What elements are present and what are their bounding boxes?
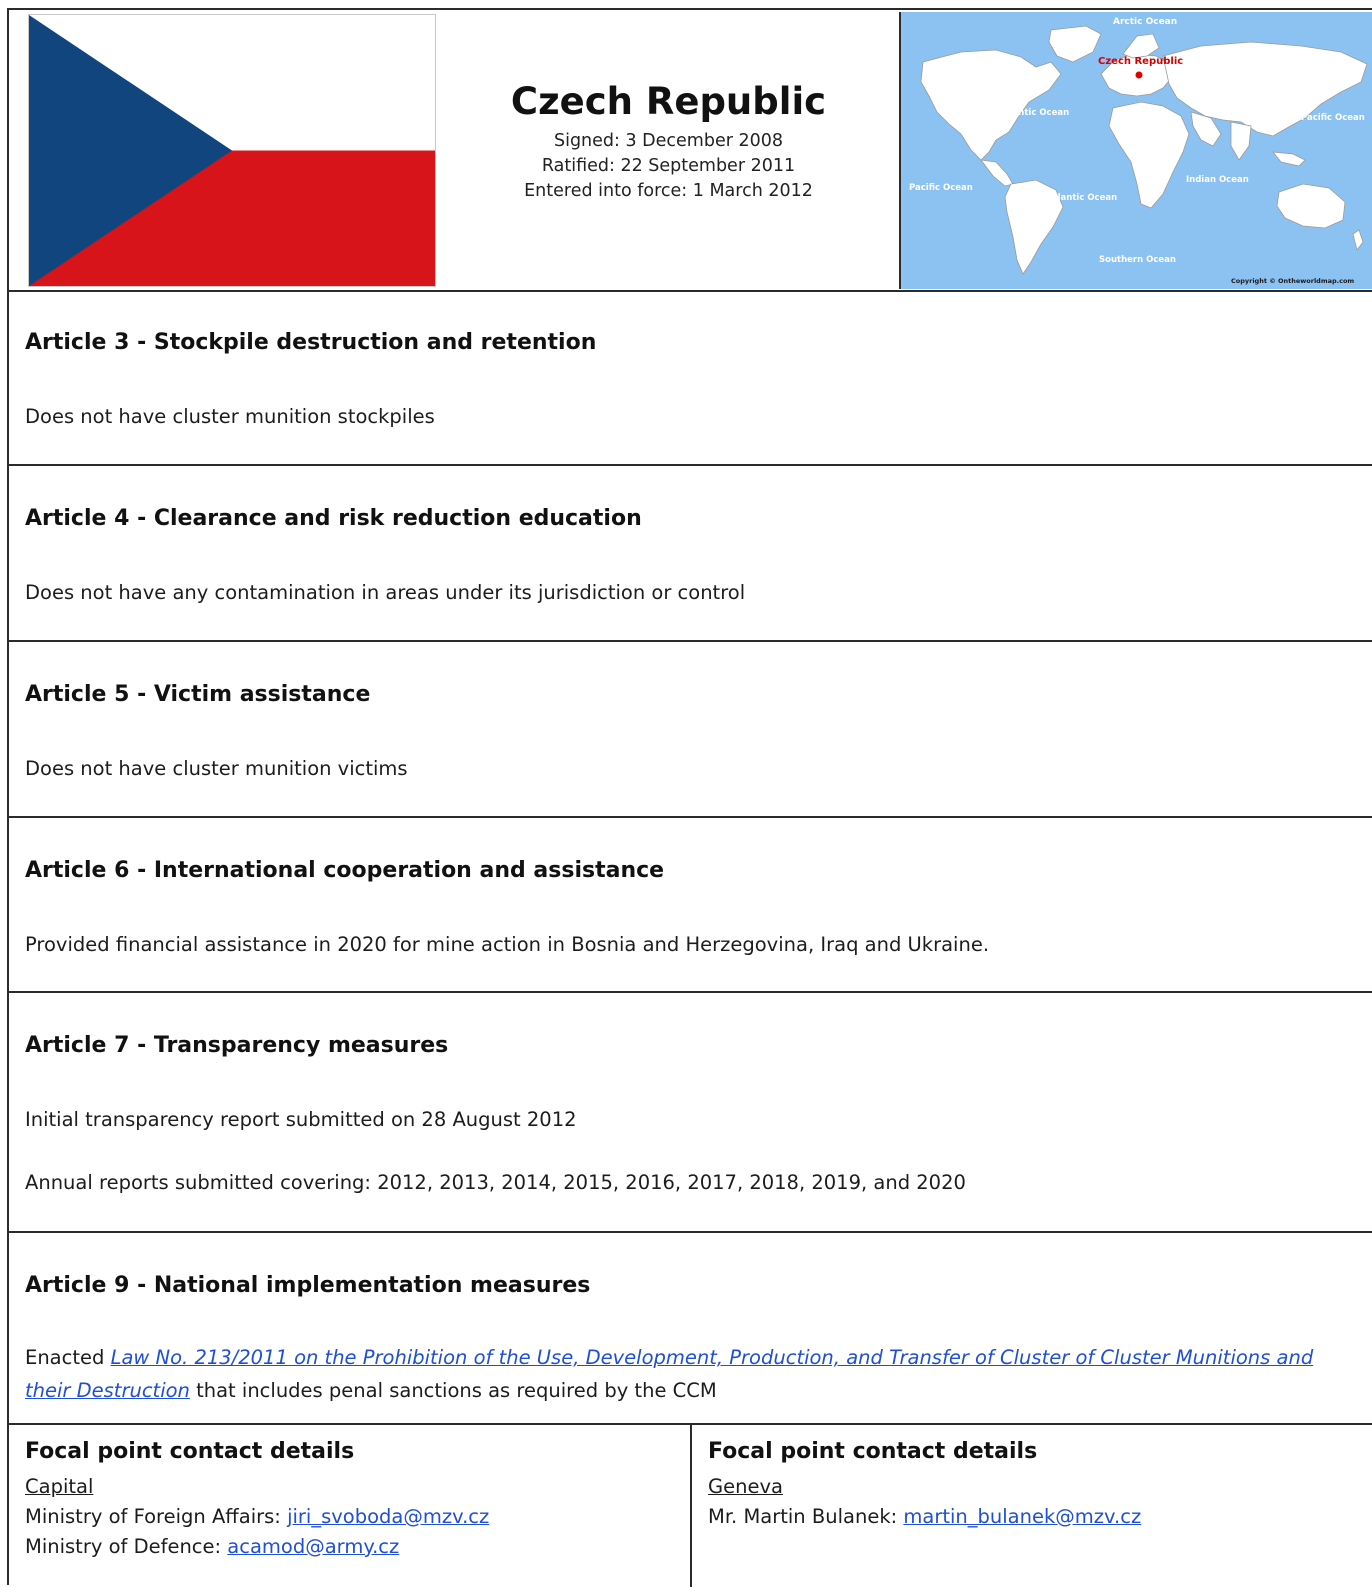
article-4-text: Does not have any contamination in areas under its jurisdiction or control [25,581,746,604]
map-label-atlantic-north: Atlantic Ocean [999,108,1070,118]
law-213-2011-link[interactable]: Law No. 213/2011 on the Prohibition of the Use, Development, Production, and Transfer of Cluster of Cluster Munitions and their Destruction [25,1346,1314,1402]
mfa-email-link[interactable]: jiri_svoboda@mzv.cz [287,1505,490,1528]
map-label-country: Czech Republic [1098,56,1184,67]
mfa-contact-label: Ministry of Foreign Affairs: [25,1505,288,1528]
country-title-block [461,80,876,204]
czech-flag-image [28,14,436,287]
world-map-image [899,12,1372,289]
signed-date: Signed: 3 December 2008 [553,131,784,151]
geneva-contact-label: Mr. Martin Bulanek: [708,1505,904,1528]
article-5-section [9,642,1372,818]
geneva-contacts [692,1425,1372,1587]
article-9-title: Article 9 - National implementation measures [25,1273,591,1298]
article-9-text [25,1341,1325,1407]
article-9-suffix: that includes penal sanctions as required by the CCM [189,1379,717,1402]
article-5-text: Does not have cluster munition victims [25,757,408,780]
mod-contact [25,1535,399,1558]
map-label-atlantic-south: Atlantic Ocean [1047,193,1118,203]
map-copyright: Copyright © Ontheworldmap.com [1231,277,1355,285]
geneva-contacts-heading: Focal point contact details [708,1439,1038,1464]
profile-header [9,10,1372,292]
article-3-section [9,290,1372,466]
article-6-section [9,818,1372,993]
map-label-pacific-west: Pacific Ocean [909,183,973,193]
article-3-title: Article 3 - Stockpile destruction and retention [25,330,597,355]
map-label-southern: Southern Ocean [1099,255,1176,265]
article-7-annual-reports: Annual reports submitted covering: 2012, 2013, 2014, 2015, 2016, 2017, 2018, 2019, and 2020 [25,1171,966,1194]
article-7-title: Article 7 - Transparency measures [25,1033,449,1058]
geneva-contact [708,1505,1141,1528]
article-4-section [9,466,1372,642]
article-7-section [9,993,1372,1233]
geneva-email-link[interactable]: martin_bulanek@mzv.cz [903,1505,1142,1528]
map-label-indian: Indian Ocean [1186,175,1249,185]
map-label-arctic: Arctic Ocean [1113,17,1178,27]
entry-into-force-date: Entered into force: 1 March 2012 [524,181,813,201]
map-label-pacific-east: Pacific Ocean [1301,113,1365,123]
article-6-text: Provided financial assistance in 2020 for mine action in Bosnia and Herzegovina, Iraq and Ukraine. [25,933,990,956]
article-4-title: Article 4 - Clearance and risk reduction education [25,506,642,531]
geneva-label: Geneva [708,1475,783,1498]
focal-point-contacts [9,1425,1372,1587]
article-7-initial-report: Initial transparency report submitted on 28 August 2012 [25,1108,577,1131]
country-name: Czech Republic [510,80,827,123]
mod-contact-label: Ministry of Defence: [25,1535,228,1558]
ratified-date: Ratified: 22 September 2011 [541,156,796,176]
article-3-text: Does not have cluster munition stockpiles [25,405,435,428]
country-profile [7,8,1372,1585]
mod-email-link[interactable]: acamod@army.cz [227,1535,400,1558]
capital-contacts [9,1425,692,1587]
capital-contacts-heading: Focal point contact details [25,1439,355,1464]
article-9-prefix: Enacted [25,1346,111,1369]
article-9-section [9,1233,1372,1425]
article-5-title: Article 5 - Victim assistance [25,682,371,707]
capital-label: Capital [25,1475,94,1498]
mfa-contact [25,1505,489,1528]
article-6-title: Article 6 - International cooperation and assistance [25,858,665,883]
